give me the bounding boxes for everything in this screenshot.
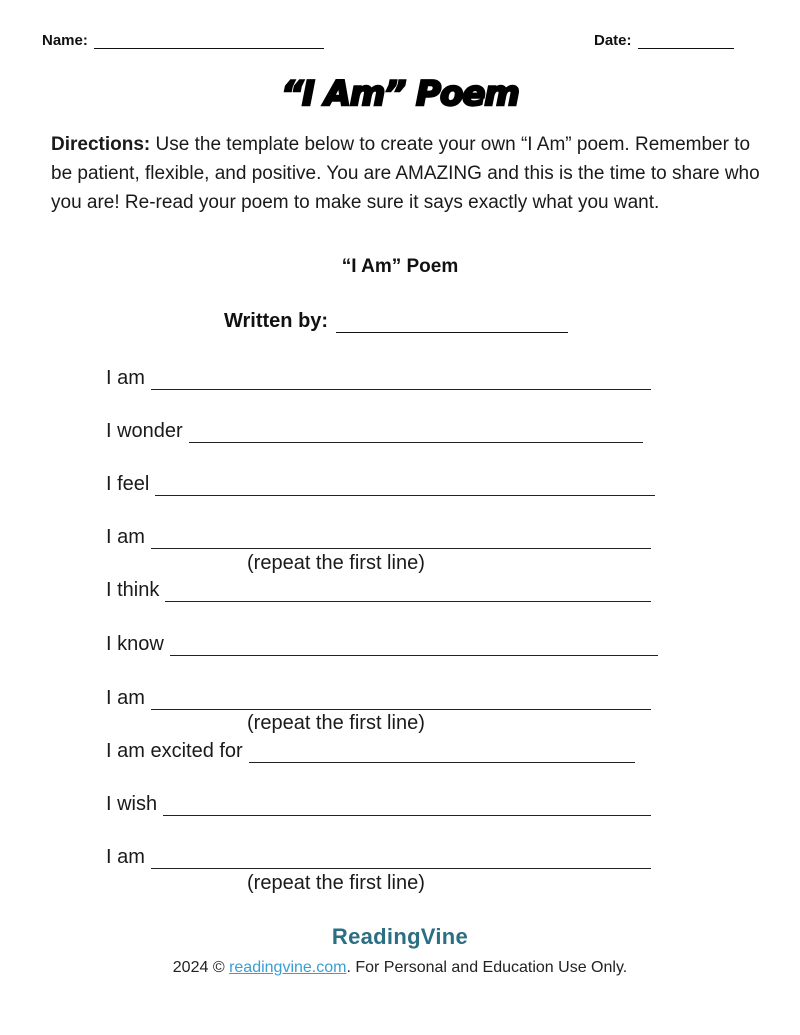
poem-line[interactable] xyxy=(106,470,655,496)
poem-blank-line[interactable] xyxy=(151,528,651,549)
poem-subtitle: “I Am” Poem xyxy=(341,256,459,277)
footer-copyright xyxy=(0,959,800,977)
poem-blank-line[interactable] xyxy=(165,581,651,602)
date-blank-line[interactable] xyxy=(638,34,734,49)
name-label: Name: xyxy=(42,32,88,49)
poem-line-label: I am excited for xyxy=(106,740,243,762)
poem-line-label: I wonder xyxy=(106,420,183,442)
poem-line[interactable] xyxy=(106,790,651,816)
poem-blank-line[interactable] xyxy=(155,475,655,496)
date-label: Date: xyxy=(594,32,632,49)
poem-line-label: I know xyxy=(106,633,164,655)
written-by-label: Written by: xyxy=(224,310,329,332)
written-by-blank-line[interactable] xyxy=(336,314,568,333)
poem-line[interactable] xyxy=(106,523,651,549)
poem-blank-line[interactable] xyxy=(189,422,643,443)
poem-line-label: I am xyxy=(106,526,145,548)
poem-blank-line[interactable] xyxy=(151,689,651,710)
poem-blank-line[interactable] xyxy=(163,795,651,816)
poem-line-label: I am xyxy=(106,367,145,389)
directions-label: Directions: xyxy=(51,134,151,155)
readingvine-link[interactable]: readingvine.com xyxy=(229,959,347,976)
poem-line-label: I wish xyxy=(106,793,158,815)
directions-paragraph xyxy=(51,130,766,217)
poem-line[interactable] xyxy=(106,737,635,763)
repeat-note: (repeat the first line) xyxy=(247,552,425,574)
footer-suffix: . For Personal and Education Use Only. xyxy=(346,959,628,976)
poem-blank-line[interactable] xyxy=(151,369,651,390)
poem-blank-line[interactable] xyxy=(249,742,635,763)
poem-line-label: I am xyxy=(106,846,145,868)
poem-line-label: I think xyxy=(106,579,160,601)
poem-blank-line[interactable] xyxy=(170,635,658,656)
poem-blank-line[interactable] xyxy=(151,848,651,869)
poem-line[interactable] xyxy=(106,843,651,869)
name-field[interactable] xyxy=(42,32,324,49)
poem-line[interactable] xyxy=(106,576,651,602)
repeat-note: (repeat the first line) xyxy=(247,872,425,894)
directions-text: Use the template below to create your own “I Am” poem. Remember to be patient, flexible, and positive. You are AMAZING and this is the time to share who you are! Re-read your poem to make sure it says exactly what you want. xyxy=(51,134,760,213)
name-blank-line[interactable] xyxy=(94,34,324,49)
poem-line-label: I feel xyxy=(106,473,150,495)
poem-line-label: I am xyxy=(106,687,145,709)
poem-line[interactable] xyxy=(106,417,643,443)
poem-line[interactable] xyxy=(106,684,651,710)
date-field[interactable] xyxy=(594,32,734,49)
footer-prefix: 2024 © xyxy=(172,959,230,976)
repeat-note: (repeat the first line) xyxy=(247,712,425,734)
written-by-field[interactable] xyxy=(224,310,568,333)
page-title: “I Am” Poem xyxy=(281,74,519,114)
readingvine-logo: ReadingVine xyxy=(331,924,469,949)
poem-line[interactable] xyxy=(106,630,658,656)
poem-line[interactable] xyxy=(106,364,651,390)
